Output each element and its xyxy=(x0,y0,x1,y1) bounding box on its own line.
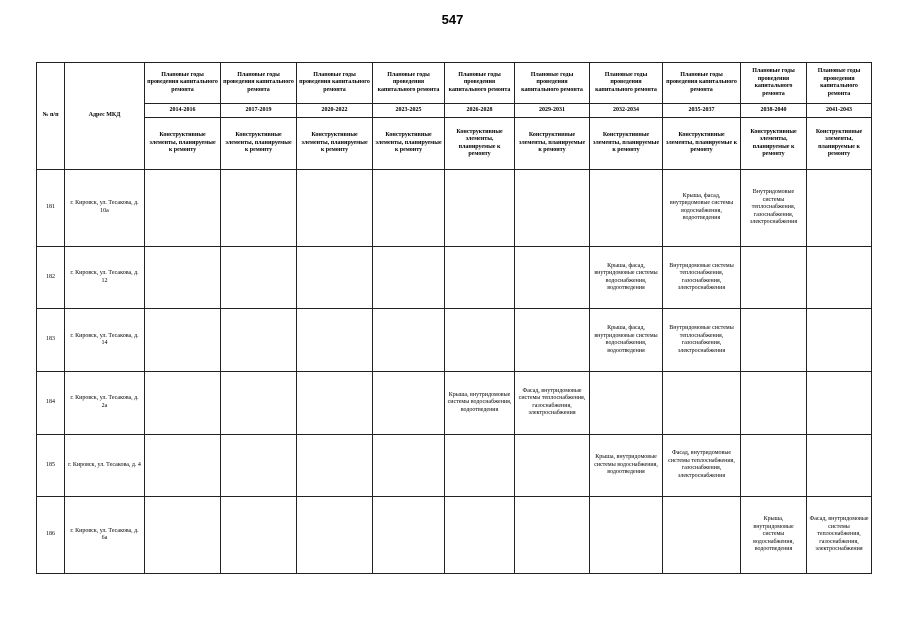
work-cell xyxy=(515,246,590,309)
work-cell xyxy=(221,246,297,309)
work-cell xyxy=(373,309,445,372)
period-header: Плановые годы проведения капитального ремонта xyxy=(297,63,373,104)
work-cell xyxy=(590,170,663,247)
work-cell xyxy=(373,170,445,247)
work-cell xyxy=(515,170,590,247)
period-header: Плановые годы проведения капитального ремонта xyxy=(741,63,807,104)
year-range: 2029-2031 xyxy=(515,104,590,118)
work-cell: Фасад, внутридомовые системы теплоснабжения, газоснабжения, электроснабжения xyxy=(807,497,872,574)
work-cell xyxy=(373,497,445,574)
work-cell xyxy=(145,434,221,497)
work-cell: Крыша, фасад, внутридомовые системы водоснабжения, водоотведения xyxy=(663,170,741,247)
work-cell xyxy=(297,246,373,309)
elements-header: Конструктивные элементы, планируемые к ремонту xyxy=(663,118,741,170)
row-number: 184 xyxy=(37,371,65,434)
elements-header: Конструктивные элементы, планируемые к ремонту xyxy=(445,118,515,170)
header-row-elements xyxy=(37,118,872,170)
work-cell xyxy=(297,309,373,372)
num-column-header: № п/п xyxy=(37,63,65,170)
elements-header: Конструктивные элементы, планируемые к ремонту xyxy=(373,118,445,170)
year-range: 2023-2025 xyxy=(373,104,445,118)
work-cell xyxy=(515,434,590,497)
row-address: г. Кировск, ул. Тесакова, д. 4 xyxy=(65,434,145,497)
period-header: Плановые годы проведения капитального ремонта xyxy=(515,63,590,104)
row-number: 181 xyxy=(37,170,65,247)
work-cell: Фасад, внутридомовые системы теплоснабжения, газоснабжения, электроснабжения xyxy=(663,434,741,497)
work-cell xyxy=(663,371,741,434)
work-cell xyxy=(145,246,221,309)
elements-header: Конструктивные элементы, планируемые к ремонту xyxy=(807,118,872,170)
table-row xyxy=(37,497,872,574)
row-number: 186 xyxy=(37,497,65,574)
year-range: 2026-2028 xyxy=(445,104,515,118)
year-range: 2014-2016 xyxy=(145,104,221,118)
elements-header: Конструктивные элементы, планируемые к ремонту xyxy=(515,118,590,170)
row-address: г. Кировск, ул. Тесакова, д. 10а xyxy=(65,170,145,247)
work-cell xyxy=(741,246,807,309)
period-header: Плановые годы проведения капитального ремонта xyxy=(445,63,515,104)
work-cell xyxy=(590,371,663,434)
work-cell xyxy=(297,497,373,574)
row-number: 185 xyxy=(37,434,65,497)
work-cell: Внутридомовые системы теплоснабжения, газоснабжения, электроснабжения xyxy=(741,170,807,247)
work-cell xyxy=(807,309,872,372)
header-row-years xyxy=(37,104,872,118)
work-cell xyxy=(807,246,872,309)
period-header: Плановые годы проведения капитального ремонта xyxy=(807,63,872,104)
period-header: Плановые годы проведения капитального ремонта xyxy=(145,63,221,104)
work-cell xyxy=(445,497,515,574)
work-cell: Крыша, внутридомовые системы водоснабжения, водоотведения xyxy=(445,371,515,434)
work-cell xyxy=(445,170,515,247)
period-header: Плановые годы проведения капитального ремонта xyxy=(373,63,445,104)
work-cell xyxy=(221,434,297,497)
work-cell xyxy=(221,309,297,372)
elements-header: Конструктивные элементы, планируемые к ремонту xyxy=(221,118,297,170)
table-row xyxy=(37,371,872,434)
year-range: 2041-2043 xyxy=(807,104,872,118)
work-cell xyxy=(221,371,297,434)
work-cell xyxy=(515,497,590,574)
table-row xyxy=(37,170,872,247)
table-row xyxy=(37,246,872,309)
work-cell xyxy=(590,497,663,574)
work-cell: Крыша, внутридомовые системы водоснабжения, водоотведения xyxy=(590,434,663,497)
work-cell xyxy=(807,371,872,434)
work-cell xyxy=(297,170,373,247)
year-range: 2017-2019 xyxy=(221,104,297,118)
work-cell: Крыша, фасад, внутридомовые системы водоснабжения, водоотведения xyxy=(590,246,663,309)
work-cell xyxy=(221,497,297,574)
work-cell xyxy=(741,434,807,497)
work-cell xyxy=(445,246,515,309)
elements-header: Конструктивные элементы, планируемые к ремонту xyxy=(297,118,373,170)
period-header: Плановые годы проведения капитального ремонта xyxy=(590,63,663,104)
work-cell xyxy=(373,246,445,309)
row-address: г. Кировск, ул. Тесакова, д. 14 xyxy=(65,309,145,372)
year-range: 2035-2037 xyxy=(663,104,741,118)
elements-header: Конструктивные элементы, планируемые к ремонту xyxy=(145,118,221,170)
work-cell xyxy=(445,309,515,372)
table-row xyxy=(37,434,872,497)
work-cell xyxy=(741,371,807,434)
work-cell xyxy=(145,309,221,372)
work-cell xyxy=(297,434,373,497)
row-number: 182 xyxy=(37,246,65,309)
work-cell: Крыша, внутридомовые системы водоснабжения, водоотведения xyxy=(741,497,807,574)
year-range: 2032-2034 xyxy=(590,104,663,118)
page-number: 547 xyxy=(441,12,464,27)
work-cell xyxy=(221,170,297,247)
elements-header: Конструктивные элементы, планируемые к ремонту xyxy=(590,118,663,170)
work-cell xyxy=(807,170,872,247)
work-cell xyxy=(373,371,445,434)
work-cell xyxy=(445,434,515,497)
table-row xyxy=(37,309,872,372)
work-cell xyxy=(373,434,445,497)
work-cell: Внутридомовые системы теплоснабжения, газоснабжения, электроснабжения xyxy=(663,309,741,372)
work-cell xyxy=(741,309,807,372)
year-range: 2038-2040 xyxy=(741,104,807,118)
elements-header: Конструктивные элементы, планируемые к ремонту xyxy=(741,118,807,170)
work-cell xyxy=(515,309,590,372)
row-address: г. Кировск, ул. Тесакова, д. 6а xyxy=(65,497,145,574)
row-address: г. Кировск, ул. Тесакова, д. 12 xyxy=(65,246,145,309)
year-range: 2020-2022 xyxy=(297,104,373,118)
work-cell: Крыша, фасад, внутридомовые системы водоснабжения, водоотведения xyxy=(590,309,663,372)
period-header: Плановые годы проведения капитального ремонта xyxy=(221,63,297,104)
work-cell: Внутридомовые системы теплоснабжения, газоснабжения, электроснабжения xyxy=(663,246,741,309)
repair-schedule-table xyxy=(36,62,872,574)
address-column-header: Адрес МКД xyxy=(65,63,145,170)
row-number: 183 xyxy=(37,309,65,372)
work-cell xyxy=(145,170,221,247)
work-cell: Фасад, внутридомовые системы теплоснабжения, газоснабжения, электроснабжения xyxy=(515,371,590,434)
header-row-periods xyxy=(37,63,872,104)
work-cell xyxy=(297,371,373,434)
row-address: г. Кировск, ул. Тесакова, д. 2а xyxy=(65,371,145,434)
work-cell xyxy=(663,497,741,574)
period-header: Плановые годы проведения капитального ремонта xyxy=(663,63,741,104)
work-cell xyxy=(807,434,872,497)
work-cell xyxy=(145,371,221,434)
work-cell xyxy=(145,497,221,574)
